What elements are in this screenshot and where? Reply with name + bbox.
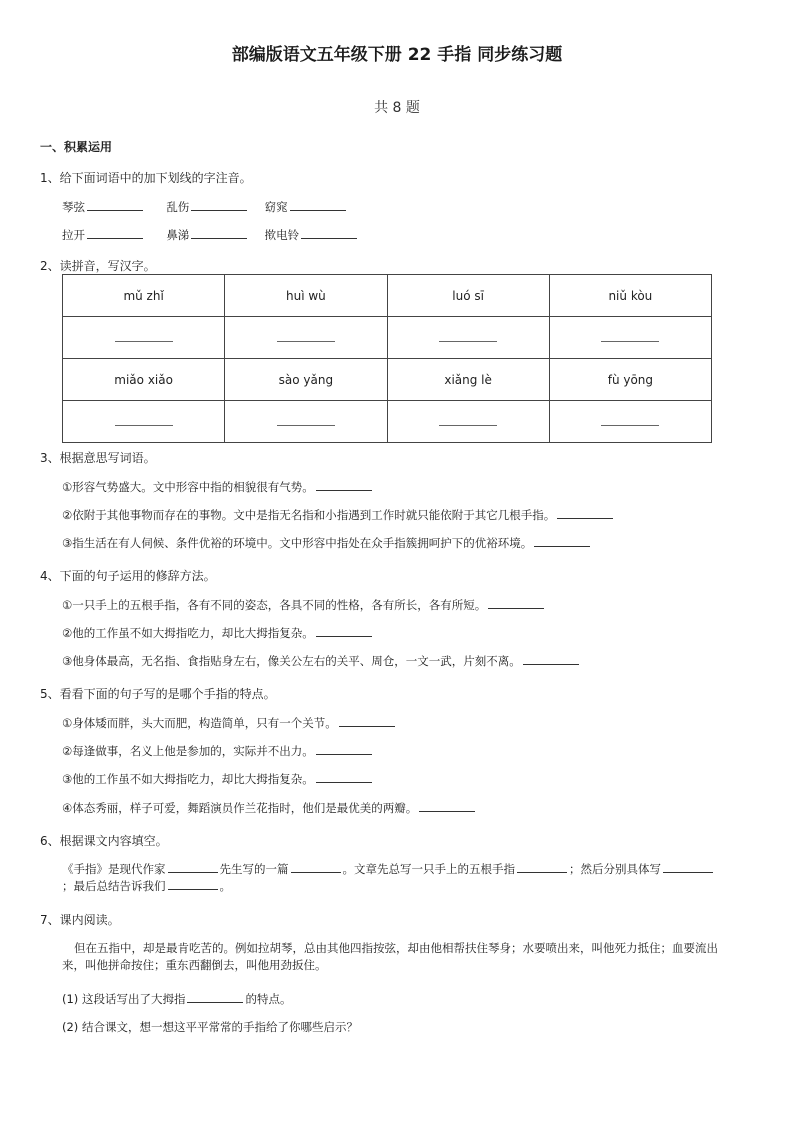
q1-word: 拉开 <box>62 228 85 242</box>
q5-prompt: 5、看看下面的句子写的是哪个手指的特点。 <box>40 687 276 701</box>
pinyin-table <box>62 274 712 443</box>
q3-item: ①形容气势盛大。文中形容中指的相貌很有气势。 <box>62 479 374 495</box>
answer-blank[interactable] <box>277 331 335 342</box>
q1-row2 <box>62 227 359 243</box>
answer-blank[interactable] <box>523 653 579 665</box>
q5-item: ③他的工作虽不如大拇指吃力，却比大拇指复杂。 <box>62 771 374 787</box>
answer-cell[interactable] <box>225 317 387 359</box>
answer-blank[interactable] <box>557 507 613 519</box>
q7-sub1: (1) 这段话写出了大拇指 的特点。 <box>62 992 292 1006</box>
q4-item: ②他的工作虽不如大拇指吃力，却比大拇指复杂。 <box>62 625 374 641</box>
answer-blank[interactable] <box>663 861 713 873</box>
question-count: 共 8 题 <box>374 100 420 116</box>
q5-item: ①身体矮而胖，头大而肥，构造简单，只有一个关节。 <box>62 715 397 731</box>
pinyin-cell: niǔ kòu <box>549 275 711 317</box>
section-heading: 一、积累运用 <box>40 140 113 154</box>
answer-cell[interactable] <box>387 317 549 359</box>
answer-blank[interactable] <box>115 415 173 426</box>
answer-blank[interactable] <box>517 861 567 873</box>
pinyin-cell: miǎo xiǎo <box>63 359 225 401</box>
q3-item: ②依附于其他事物而存在的事物。文中是指无名指和小指遇到工作时就只能依附于其它几根手指。 <box>62 507 615 523</box>
q1-word: 鼻涕 <box>166 228 190 242</box>
reading-passage: 但在五指中，却是最肯吃苦的。例如拉胡琴，总由其他四指按弦，却由他相帮扶住琴身；水要喷出来，叫他死力抵住；血要流出来，叫他拼命按住；重东西翻倒去，叫他用劲扳住。 <box>62 941 718 972</box>
answer-blank[interactable] <box>601 331 659 342</box>
pinyin-cell: fù yōng <box>549 359 711 401</box>
q4-item: ③他身体最高，无名指、食指贴身左右，像关公左右的关平、周仓，一文一武，片刻不离。 <box>62 653 581 669</box>
answer-blank[interactable] <box>301 227 357 239</box>
answer-blank[interactable] <box>187 991 243 1003</box>
answer-blank[interactable] <box>439 415 497 426</box>
pinyin-row <box>63 359 712 401</box>
q6-fill-text: 《手指》是现代作家 先生写的一篇 。文章先总写一只手上的五根手指 ；然后分别具体写；最后总结告诉我们 。 <box>62 861 722 895</box>
q4-item: ①一只手上的五根手指，各有不同的姿态，各具不同的性格，各有所长，各有所短。 <box>62 597 546 613</box>
q1-word: 乱伤 <box>166 200 190 214</box>
pinyin-cell: luó sī <box>387 275 549 317</box>
q4-prompt: 4、下面的句子运用的修辞方法。 <box>40 569 216 583</box>
answer-blank[interactable] <box>168 878 218 890</box>
q1-word: 琴弦 <box>62 200 85 214</box>
answer-row <box>63 401 712 443</box>
answer-blank[interactable] <box>291 861 341 873</box>
answer-blank[interactable] <box>488 597 544 609</box>
answer-row <box>63 317 712 359</box>
answer-blank[interactable] <box>115 331 173 342</box>
q1-word: 窈窕 <box>264 200 288 214</box>
answer-blank[interactable] <box>191 227 247 239</box>
pinyin-cell: sào yǎng <box>225 359 387 401</box>
q5-item: ②每逢做事，名义上他是参加的，实际并不出力。 <box>62 743 374 759</box>
answer-blank[interactable] <box>168 861 218 873</box>
q7-prompt: 7、课内阅读。 <box>40 913 120 927</box>
answer-blank[interactable] <box>316 479 372 491</box>
answer-blank[interactable] <box>601 415 659 426</box>
q5-item: ④体态秀丽，样子可爱，舞蹈演员作兰花指时，他们是最优美的两瓣。 <box>62 800 477 816</box>
answer-blank[interactable] <box>316 771 372 783</box>
answer-cell[interactable] <box>549 401 711 443</box>
answer-blank[interactable] <box>534 535 590 547</box>
q3-item: ③指生活在有人伺候、条件优裕的环境中。文中形容中指处在众手指簇拥呵护下的优裕环境。 <box>62 535 592 551</box>
answer-blank[interactable] <box>87 199 143 211</box>
answer-cell[interactable] <box>549 317 711 359</box>
answer-blank[interactable] <box>316 625 372 637</box>
q6-prompt: 6、根据课文内容填空。 <box>40 834 168 848</box>
answer-cell[interactable] <box>63 401 225 443</box>
q7-sub2: (2) 结合课文，想一想这平平常常的手指给了你哪些启示？ <box>62 1020 358 1034</box>
answer-cell[interactable] <box>63 317 225 359</box>
pinyin-row <box>63 275 712 317</box>
q1-row1 <box>62 199 348 215</box>
q1-word: 揿电铃 <box>264 228 300 242</box>
answer-blank[interactable] <box>339 715 395 727</box>
answer-blank[interactable] <box>419 800 475 812</box>
answer-cell[interactable] <box>387 401 549 443</box>
answer-blank[interactable] <box>439 331 497 342</box>
q2-prompt: 2、读拼音，写汉字。 <box>40 259 156 273</box>
answer-blank[interactable] <box>191 199 247 211</box>
answer-blank[interactable] <box>316 743 372 755</box>
pinyin-cell: huì wù <box>225 275 387 317</box>
answer-blank[interactable] <box>87 227 143 239</box>
answer-cell[interactable] <box>225 401 387 443</box>
q3-prompt: 3、根据意思写词语。 <box>40 451 156 465</box>
pinyin-cell: mǔ zhǐ <box>63 275 225 317</box>
pinyin-cell: xiǎng lè <box>387 359 549 401</box>
page-title: 部编版语文五年级下册 22 手指 同步练习题 <box>231 45 563 65</box>
answer-blank[interactable] <box>277 415 335 426</box>
answer-blank[interactable] <box>290 199 346 211</box>
q1-prompt: 1、给下面词语中的加下划线的字注音。 <box>40 171 252 185</box>
